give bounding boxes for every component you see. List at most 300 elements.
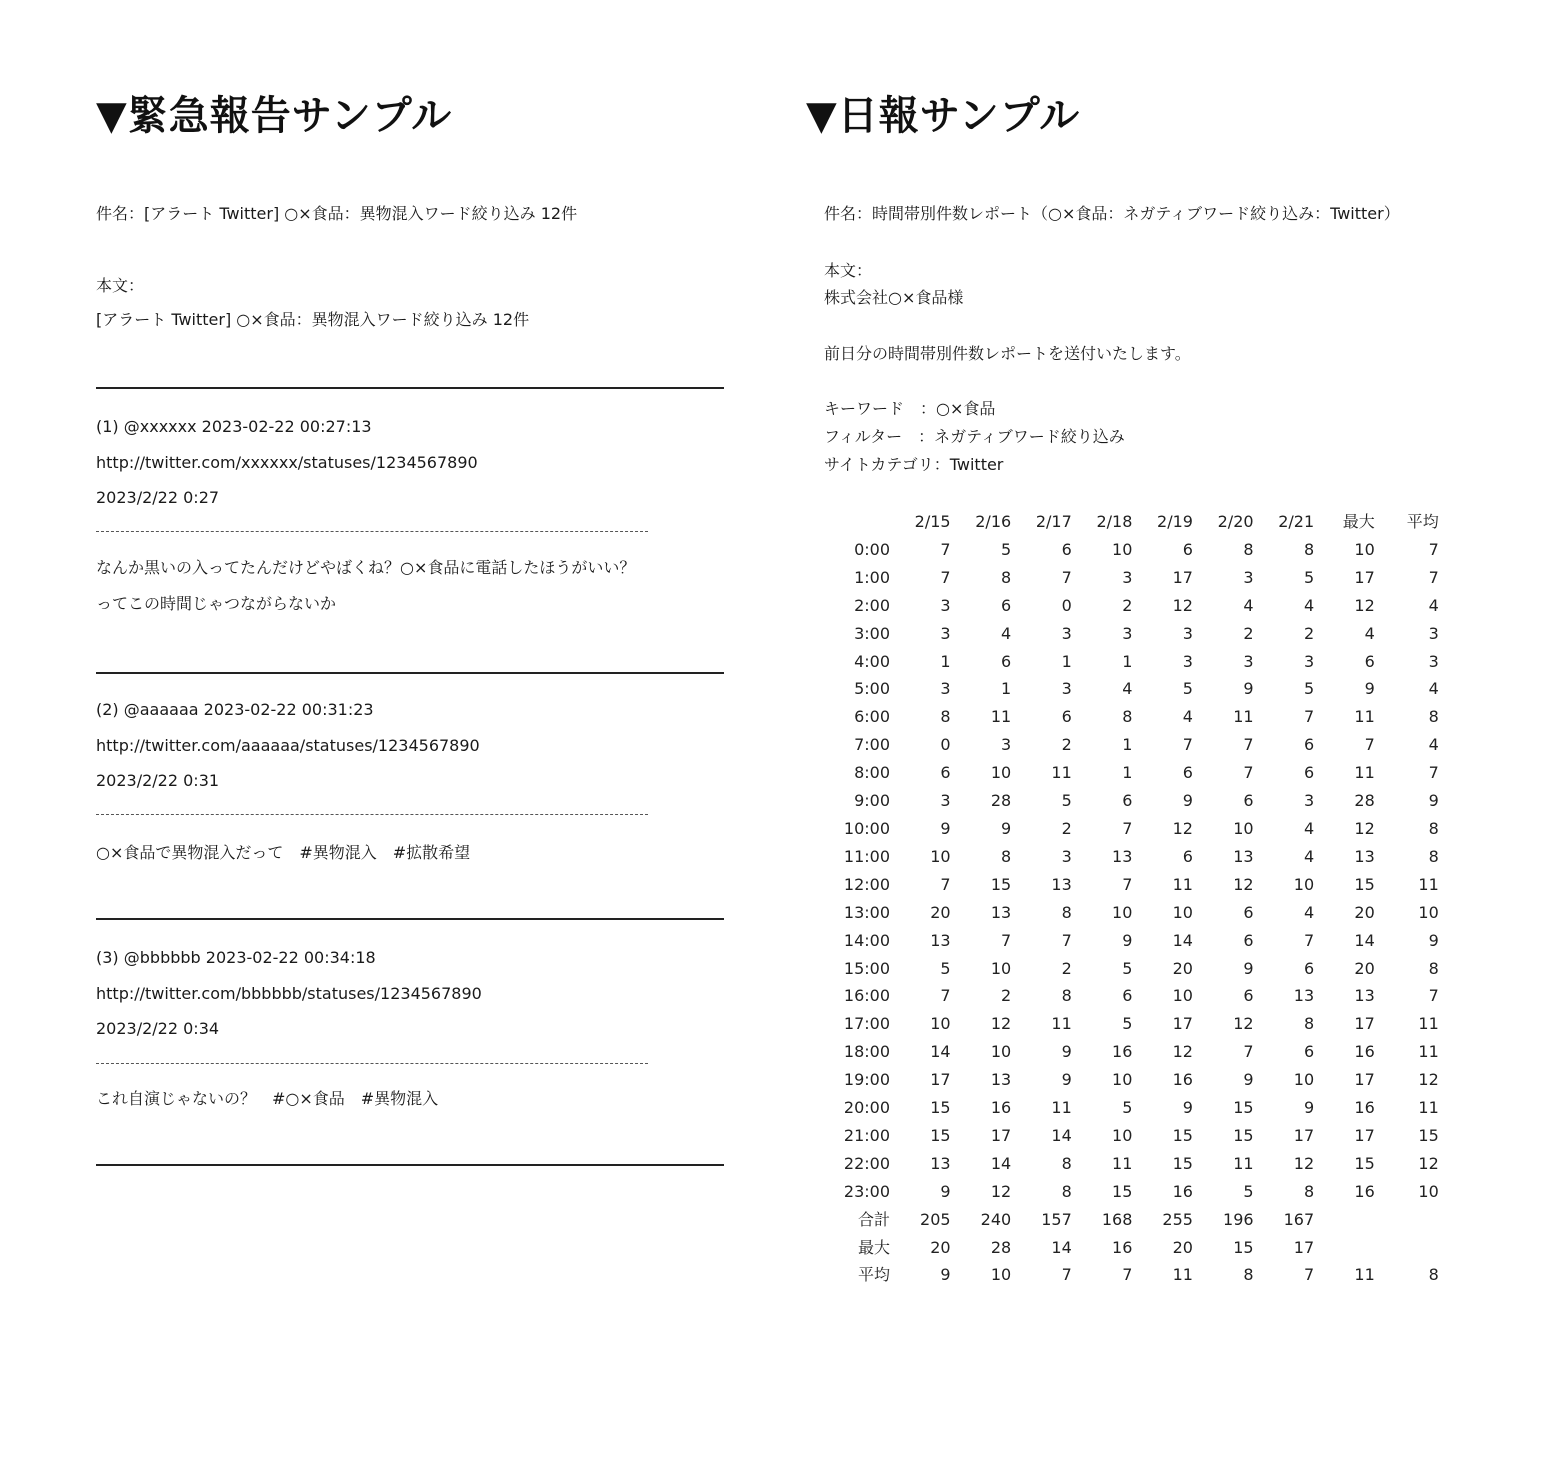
table-body — [828, 536, 1439, 1289]
row-label: 22:00 — [843, 1153, 890, 1173]
table-cell: 4 — [1428, 679, 1439, 699]
table-row — [828, 1038, 1439, 1066]
table-row — [828, 982, 1439, 1010]
table-cell — [1314, 1234, 1375, 1262]
table-cell: 3 — [1428, 651, 1439, 671]
table-cell: 12 — [990, 1014, 1012, 1034]
table-cell: 11 — [1172, 1265, 1193, 1285]
table-row — [828, 1094, 1439, 1122]
table-cell: 3 — [1243, 567, 1254, 587]
table-row — [828, 955, 1439, 983]
table-cell: 5 — [1061, 791, 1072, 811]
row-label: 6:00 — [854, 707, 890, 727]
dashed-divider — [96, 814, 648, 815]
table-cell: 7 — [1303, 1265, 1315, 1285]
post-text-line: これ自演じゃないの？ #○×食品 #異物混入 — [96, 1089, 439, 1108]
table-cell: 6 — [1303, 735, 1315, 755]
table-row — [828, 648, 1439, 676]
table-cell: 11 — [1233, 1153, 1254, 1173]
table-cell: 7 — [1364, 735, 1375, 755]
column-header: 2/21 — [1278, 512, 1315, 531]
table-cell: 8 — [1243, 1265, 1254, 1285]
row-label: 2:00 — [854, 595, 890, 615]
table-cell: 14 — [990, 1153, 1012, 1173]
row-label: 5:00 — [854, 679, 890, 699]
table-cell: 6 — [1001, 595, 1012, 615]
table-cell: 3 — [940, 791, 951, 811]
table-cell: 10 — [1172, 986, 1193, 1006]
row-label: 10:00 — [843, 818, 890, 838]
table-cell: 3 — [1428, 623, 1439, 643]
table-cell: 7 — [1122, 1265, 1133, 1285]
table-cell: 17 — [1293, 1125, 1315, 1145]
table-cell: 6 — [1243, 791, 1254, 811]
table-cell: 17 — [1172, 1014, 1193, 1034]
table-cell: 10 — [1172, 902, 1193, 922]
table-cell: 8 — [1061, 1153, 1072, 1173]
table-cell: 8 — [1122, 707, 1133, 727]
table-cell: 9 — [1364, 679, 1375, 699]
table-cell: 10 — [930, 846, 951, 866]
table-cell: 15 — [990, 874, 1012, 894]
email-subject: 件名：時間帯別件数レポート（○×食品：ネガティブワード絞り込み：Twitter） — [824, 204, 1400, 223]
post-url[interactable]: http://twitter.com/aaaaaa/statuses/1234567890 — [96, 736, 480, 755]
table-cell: 4 — [1364, 623, 1375, 643]
table-cell: 16 — [1354, 1181, 1375, 1201]
table-cell — [1375, 1206, 1439, 1234]
table-cell: 11 — [990, 707, 1012, 727]
table-cell — [1314, 1206, 1375, 1234]
table-cell: 3 — [1122, 567, 1133, 587]
table-cell: 15 — [1233, 1237, 1254, 1257]
table-cell: 9 — [940, 818, 951, 838]
table-cell: 15 — [1354, 1153, 1375, 1173]
table-cell: 3 — [1182, 623, 1193, 643]
table-row — [828, 592, 1439, 620]
column-header: 平均 — [1406, 512, 1439, 531]
table-cell: 15 — [1112, 1181, 1133, 1201]
table-cell: 15 — [930, 1125, 951, 1145]
meta-filter: フィルター ：ネガティブワード絞り込み — [824, 427, 1125, 446]
hourly-count-table — [828, 508, 1439, 1289]
table-cell: 9 — [1061, 1070, 1072, 1090]
table-cell: 7 — [1243, 735, 1254, 755]
table-cell: 16 — [990, 1098, 1012, 1118]
table-cell: 9 — [1303, 1098, 1315, 1118]
table-cell: 8 — [1428, 958, 1439, 978]
table-cell: 9 — [1122, 930, 1133, 950]
table-cell: 8 — [1061, 1181, 1072, 1201]
table-cell: 3 — [1001, 735, 1012, 755]
table-cell: 10 — [990, 1042, 1012, 1062]
emergency-report-heading: ▼緊急報告サンプル — [96, 93, 453, 139]
table-cell: 10 — [1418, 902, 1439, 922]
table-cell: 2 — [1001, 986, 1012, 1006]
table-row — [828, 675, 1439, 703]
table-cell: 5 — [1182, 679, 1193, 699]
table-cell: 7 — [940, 874, 951, 894]
table-cell: 1 — [1001, 679, 1012, 699]
table-cell: 7 — [1001, 930, 1012, 950]
table-cell: 3 — [1182, 651, 1193, 671]
table-cell: 8 — [1428, 846, 1439, 866]
table-cell: 2 — [1061, 818, 1072, 838]
table-cell: 9 — [1061, 1042, 1072, 1062]
table-cell: 8 — [1428, 818, 1439, 838]
table-cell: 13 — [1354, 846, 1375, 866]
row-label: 0:00 — [854, 539, 890, 559]
table-cell: 4 — [1303, 818, 1315, 838]
table-cell: 11 — [1172, 874, 1193, 894]
row-label: 14:00 — [843, 930, 890, 950]
table-row — [828, 1178, 1439, 1206]
table-cell: 4 — [1303, 902, 1315, 922]
row-label: 7:00 — [854, 735, 890, 755]
table-cell: 10 — [990, 763, 1012, 783]
header-cell-empty — [828, 508, 890, 536]
row-label: 9:00 — [854, 791, 890, 811]
table-row — [828, 731, 1439, 759]
table-cell: 0 — [1061, 595, 1072, 615]
post-text-line: ○×食品で異物混入だって #異物混入 #拡散希望 — [96, 843, 471, 862]
table-cell: 6 — [1303, 958, 1315, 978]
table-cell: 11 — [1418, 1042, 1439, 1062]
table-cell: 13 — [990, 1070, 1012, 1090]
table-cell: 6 — [1243, 930, 1254, 950]
table-cell: 3 — [1061, 846, 1072, 866]
table-cell: 7 — [1182, 735, 1193, 755]
row-label: 3:00 — [854, 623, 890, 643]
table-cell: 1 — [940, 651, 951, 671]
row-label: 合計 — [857, 1209, 890, 1229]
table-cell: 9 — [1428, 930, 1439, 950]
table-cell: 168 — [1101, 1209, 1133, 1229]
table-cell: 12 — [1354, 595, 1375, 615]
table-cell: 2 — [1243, 623, 1254, 643]
table-row — [828, 1206, 1439, 1234]
table-cell: 11 — [1233, 707, 1254, 727]
table-cell: 5 — [1122, 958, 1133, 978]
table-cell: 20 — [930, 1237, 951, 1257]
table-cell: 4 — [1428, 595, 1439, 615]
table-cell: 5 — [1303, 567, 1315, 587]
table-cell: 157 — [1041, 1209, 1072, 1229]
table-cell: 15 — [1354, 874, 1375, 894]
table-cell: 7 — [940, 567, 951, 587]
table-cell: 7 — [940, 539, 951, 559]
table-cell: 6 — [1243, 902, 1254, 922]
table-cell: 2 — [1122, 595, 1133, 615]
table-cell: 2 — [1061, 958, 1072, 978]
table-cell: 255 — [1162, 1209, 1193, 1229]
table-cell: 7 — [1428, 567, 1439, 587]
table-cell: 5 — [940, 958, 951, 978]
dashed-divider — [96, 1063, 648, 1064]
table-cell: 3 — [1303, 791, 1315, 811]
table-cell: 4 — [1122, 679, 1133, 699]
table-cell: 5 — [1243, 1181, 1254, 1201]
column-header: 2/17 — [1035, 512, 1072, 531]
table-cell: 13 — [1051, 874, 1072, 894]
table-cell: 3 — [1122, 623, 1133, 643]
post-datetime: 2023/2/22 0:27 — [96, 488, 220, 507]
table-cell: 6 — [1001, 651, 1012, 671]
table-cell: 14 — [1354, 930, 1375, 950]
table-cell: 7 — [1061, 567, 1072, 587]
table-cell: 8 — [1303, 1181, 1315, 1201]
table-cell: 17 — [1354, 1125, 1375, 1145]
row-label: 16:00 — [843, 986, 890, 1006]
table-cell: 14 — [1051, 1237, 1072, 1257]
table-cell: 6 — [1061, 707, 1072, 727]
table-cell: 9 — [1243, 679, 1254, 699]
row-label: 18:00 — [843, 1042, 890, 1062]
table-cell: 1 — [1061, 651, 1072, 671]
table-row — [828, 536, 1439, 564]
table-cell: 11 — [1051, 1098, 1072, 1118]
table-cell: 10 — [1293, 1070, 1315, 1090]
row-label: 4:00 — [854, 651, 890, 671]
table-cell: 8 — [1428, 707, 1439, 727]
row-label: 平均 — [857, 1265, 890, 1285]
table-cell: 5 — [1303, 679, 1315, 699]
table-cell: 16 — [1112, 1237, 1133, 1257]
table-cell: 12 — [1418, 1153, 1439, 1173]
row-label: 15:00 — [843, 958, 890, 978]
post-header: (2) @aaaaaa 2023-02-22 00:31:23 — [96, 700, 374, 719]
table-cell: 2 — [1303, 623, 1315, 643]
table-cell: 4 — [1243, 595, 1254, 615]
table-row — [828, 703, 1439, 731]
table-cell: 6 — [1182, 539, 1193, 559]
table-cell: 17 — [990, 1125, 1012, 1145]
table-cell: 13 — [1233, 846, 1254, 866]
table-cell: 3 — [1061, 623, 1072, 643]
table-row — [828, 1150, 1439, 1178]
table-cell: 9 — [1001, 818, 1012, 838]
table-cell: 16 — [1354, 1098, 1375, 1118]
post-text-line: なんか黒いの入ってたんだけどやばくね？○×食品に電話したほうがいい？ — [96, 558, 636, 577]
table-row — [828, 1010, 1439, 1038]
table-cell: 11 — [1418, 1014, 1439, 1034]
table-cell: 3 — [940, 623, 951, 643]
table-cell: 7 — [1061, 1265, 1072, 1285]
post-datetime: 2023/2/22 0:34 — [96, 1019, 220, 1038]
table-cell: 12 — [1172, 818, 1193, 838]
table-cell: 4 — [1428, 735, 1439, 755]
intro-text: 前日分の時間帯別件数レポートを送付いたします。 — [824, 344, 1191, 363]
post-datetime: 2023/2/22 0:31 — [96, 771, 220, 790]
table-cell: 28 — [1354, 791, 1375, 811]
table-cell: 8 — [1303, 539, 1315, 559]
table-cell: 17 — [1354, 1014, 1375, 1034]
row-label: 17:00 — [843, 1014, 890, 1034]
table-cell: 4 — [1182, 707, 1193, 727]
table-cell: 5 — [1001, 539, 1012, 559]
table-cell: 12 — [1233, 1014, 1254, 1034]
table-cell: 240 — [980, 1209, 1012, 1229]
row-label: 21:00 — [843, 1125, 890, 1145]
table-cell: 6 — [1303, 763, 1315, 783]
post-text-line: ってこの時間じゃつながらないか — [96, 594, 337, 613]
table-cell: 20 — [1354, 902, 1375, 922]
table-cell: 7 — [1428, 763, 1439, 783]
table-cell: 15 — [1172, 1153, 1193, 1173]
divider — [96, 672, 724, 674]
column-header: 2/20 — [1217, 512, 1254, 531]
table-cell: 10 — [1112, 1070, 1133, 1090]
row-label: 23:00 — [843, 1181, 890, 1201]
body-first-line: [アラート Twitter] ○×食品：異物混入ワード絞り込み 12件 — [96, 310, 530, 329]
divider — [96, 387, 724, 389]
table-cell: 12 — [1233, 874, 1254, 894]
table-cell: 20 — [930, 902, 951, 922]
divider — [96, 918, 724, 920]
body-label: 本文： — [824, 261, 873, 280]
row-label: 最大 — [857, 1237, 890, 1257]
table-cell: 7 — [940, 986, 951, 1006]
table-cell: 8 — [1061, 986, 1072, 1006]
table-cell: 1 — [1122, 763, 1133, 783]
table-cell: 9 — [940, 1181, 951, 1201]
table-cell: 28 — [990, 791, 1012, 811]
table-row — [828, 1066, 1439, 1094]
table-cell: 8 — [1303, 1014, 1315, 1034]
table-cell: 205 — [920, 1209, 951, 1229]
table-cell: 9 — [1182, 1098, 1193, 1118]
column-header: 2/15 — [914, 512, 951, 531]
table-cell: 5 — [1122, 1098, 1133, 1118]
column-header: 2/18 — [1096, 512, 1133, 531]
table-cell: 16 — [1172, 1181, 1193, 1201]
body-label: 本文： — [96, 276, 145, 295]
table-cell: 20 — [1172, 1237, 1193, 1257]
table-cell: 11 — [1354, 763, 1375, 783]
table-cell: 7 — [1303, 930, 1315, 950]
table-cell: 6 — [1122, 791, 1133, 811]
table-cell: 12 — [1293, 1153, 1315, 1173]
table-cell: 13 — [1112, 846, 1133, 866]
table-cell: 6 — [1122, 986, 1133, 1006]
table-cell: 9 — [1243, 1070, 1254, 1090]
table-cell: 16 — [1354, 1042, 1375, 1062]
table-row — [828, 815, 1439, 843]
table-cell: 17 — [1293, 1237, 1315, 1257]
table-cell: 6 — [1182, 846, 1193, 866]
post-header: (1) @xxxxxx 2023-02-22 00:27:13 — [96, 417, 372, 436]
table-cell: 0 — [940, 735, 951, 755]
table-cell: 3 — [1061, 679, 1072, 699]
table-cell: 15 — [1233, 1098, 1254, 1118]
table-cell: 6 — [940, 763, 951, 783]
table-cell: 7 — [1243, 1042, 1254, 1062]
column-header: 2/19 — [1157, 512, 1193, 531]
table-cell: 10 — [1112, 902, 1133, 922]
table-cell: 5 — [1122, 1014, 1133, 1034]
table-cell: 13 — [930, 930, 951, 950]
table-cell: 3 — [940, 595, 951, 615]
table-cell: 14 — [930, 1042, 951, 1062]
row-label: 19:00 — [843, 1070, 890, 1090]
table-cell: 15 — [1233, 1125, 1254, 1145]
column-header: 2/16 — [975, 512, 1012, 531]
table-cell: 9 — [940, 1265, 951, 1285]
table-cell: 12 — [990, 1181, 1012, 1201]
daily-report-heading: ▼日報サンプル — [806, 93, 1081, 139]
table-cell: 3 — [940, 679, 951, 699]
table-cell: 6 — [1364, 651, 1375, 671]
table-cell: 3 — [1243, 651, 1254, 671]
table-cell: 7 — [1428, 986, 1439, 1006]
row-label: 13:00 — [843, 902, 890, 922]
row-label: 1:00 — [854, 567, 890, 587]
table-cell: 7 — [1243, 763, 1254, 783]
table-cell: 8 — [1001, 567, 1012, 587]
table-cell: 10 — [1293, 874, 1315, 894]
table-cell: 8 — [940, 707, 951, 727]
table-cell: 10 — [1354, 539, 1375, 559]
table-cell: 16 — [1172, 1070, 1193, 1090]
table-cell: 4 — [1303, 846, 1315, 866]
table-row — [828, 843, 1439, 871]
table-row — [828, 564, 1439, 592]
table-row — [828, 1234, 1439, 1262]
table-cell: 11 — [1354, 707, 1375, 727]
table-cell: 13 — [930, 1153, 951, 1173]
table-cell: 8 — [1428, 1265, 1439, 1285]
table-cell: 1 — [1122, 735, 1133, 755]
post-url[interactable]: http://twitter.com/bbbbbb/statuses/1234567890 — [96, 984, 482, 1003]
table-cell: 6 — [1061, 539, 1072, 559]
post-url[interactable]: http://twitter.com/xxxxxx/statuses/1234567890 — [96, 453, 478, 472]
divider — [96, 1164, 724, 1166]
table-cell — [1375, 1234, 1439, 1262]
table-cell: 20 — [1354, 958, 1375, 978]
table-cell: 15 — [930, 1098, 951, 1118]
table-cell: 8 — [1061, 902, 1072, 922]
table-cell: 11 — [1418, 874, 1439, 894]
table-cell: 167 — [1283, 1209, 1315, 1229]
table-cell: 15 — [1418, 1125, 1439, 1145]
table-cell: 7 — [1122, 874, 1133, 894]
table-cell: 9 — [1182, 791, 1193, 811]
table-cell: 10 — [990, 958, 1012, 978]
table-cell: 10 — [1112, 539, 1133, 559]
table-cell: 7 — [1428, 539, 1439, 559]
row-label: 8:00 — [854, 763, 890, 783]
table-cell: 10 — [990, 1265, 1012, 1285]
table-cell: 11 — [1354, 1265, 1375, 1285]
column-header: 最大 — [1342, 512, 1375, 531]
table-cell: 28 — [990, 1237, 1012, 1257]
table-cell: 11 — [1051, 763, 1072, 783]
table-cell: 20 — [1172, 958, 1193, 978]
meta-keyword: キーワード ：○×食品 — [824, 399, 996, 418]
addressee: 株式会社○×食品様 — [824, 288, 964, 307]
table-cell: 8 — [1243, 539, 1254, 559]
table-cell: 15 — [1172, 1125, 1193, 1145]
table-cell: 12 — [1172, 1042, 1193, 1062]
table-header-row — [828, 508, 1439, 536]
table-cell: 9 — [1428, 791, 1439, 811]
table-cell: 7 — [1061, 930, 1072, 950]
table-cell: 11 — [1051, 1014, 1072, 1034]
table-cell: 10 — [1418, 1181, 1439, 1201]
table-cell: 8 — [1001, 846, 1012, 866]
email-subject: 件名：[アラート Twitter] ○×食品：異物混入ワード絞り込み 12件 — [96, 204, 578, 223]
table-cell: 10 — [930, 1014, 951, 1034]
table-cell: 17 — [1172, 567, 1193, 587]
